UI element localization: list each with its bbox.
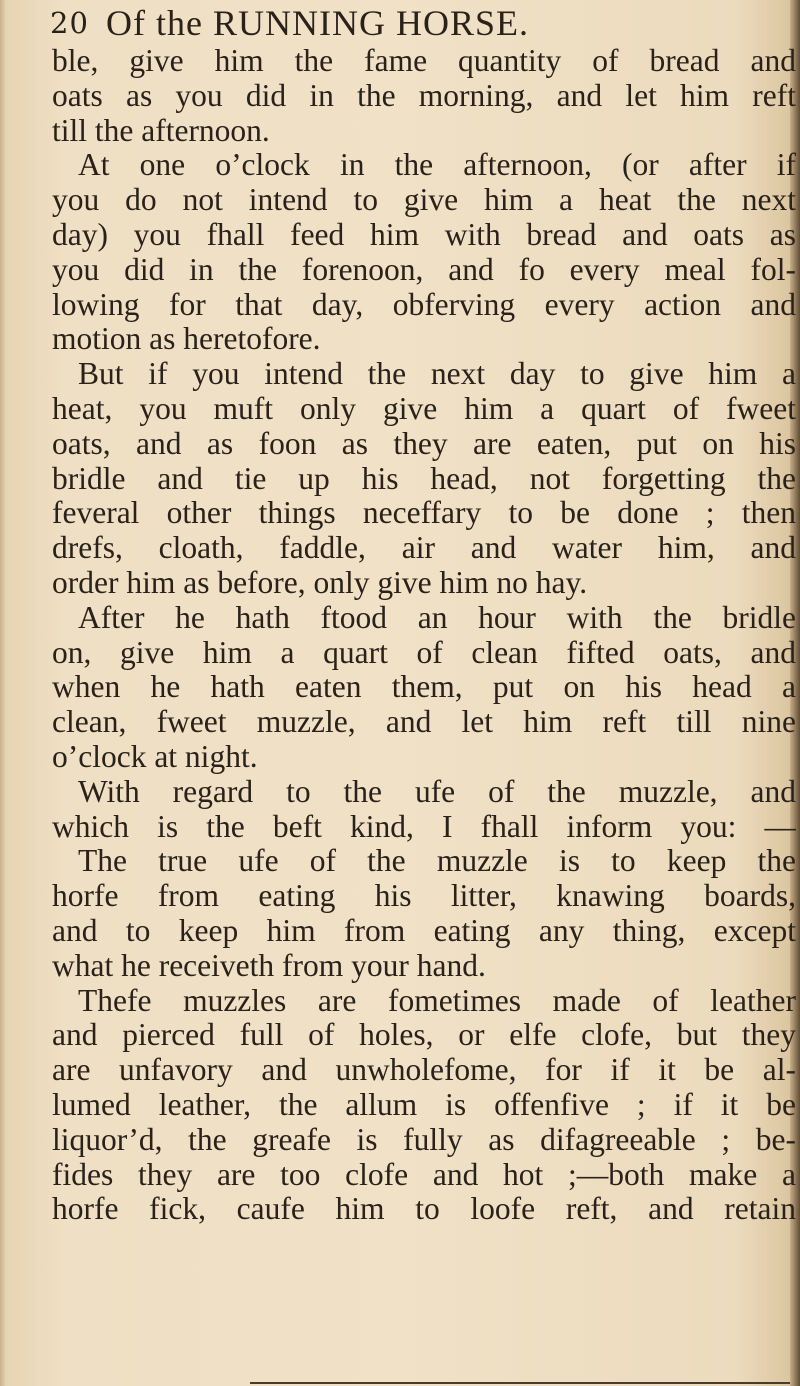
text-line: With regard to the ufe of the muzzle, and xyxy=(78,774,796,809)
body-text xyxy=(52,44,796,1227)
text-line: horfe from eating his litter, knawing boards, xyxy=(52,879,796,914)
text-line: oats, and as foon as they are eaten, put on his xyxy=(52,426,796,461)
text-line: The true ufe of the muzzle is to keep the xyxy=(78,844,796,879)
text-line: motion as heretofore. xyxy=(52,322,321,357)
text-line: you did in the forenoon, and fo every meal fol- xyxy=(52,252,796,287)
text-line: lumed leather, the allum is offenfive ; if it be xyxy=(52,1087,796,1122)
text-line: you do not intend to give him a heat the next xyxy=(52,183,796,218)
text-line: horfe fick, caufe him to loofe reft, and retain xyxy=(52,1192,796,1227)
text-line: oats as you did in the morning, and let him reft xyxy=(52,78,796,113)
text-line: At one o’clock in the afternoon, (or after if xyxy=(78,148,796,183)
text-line: o’clock at night. xyxy=(52,739,258,774)
text-line: drefs, cloath, faddle, air and water him, and xyxy=(52,531,796,566)
text-line: day) you fhall feed him with bread and oats as xyxy=(52,217,796,252)
text-line: and pierced full of holes, or elfe clofe, but they xyxy=(52,1018,796,1053)
text-line: what he receiveth from your hand. xyxy=(52,948,486,983)
text-line: lowing for that day, obferving every action and xyxy=(52,287,796,322)
running-head: Of the RUNNING HORSE. xyxy=(106,3,529,43)
page-bottom-edge xyxy=(250,1382,790,1384)
text-line: feveral other things neceffary to be done ; then xyxy=(52,496,796,531)
text-line: bridle and tie up his head, not forgetting the xyxy=(52,461,796,496)
text-line: heat, you muft only give him a quart of fweet xyxy=(52,391,796,426)
page-number: 20 xyxy=(50,6,89,40)
text-line: and to keep him from eating any thing, except xyxy=(52,913,796,948)
text-line: are unfavory and unwholefome, for if it be al- xyxy=(52,1053,796,1088)
text-line: Thefe muzzles are fometimes made of leather xyxy=(78,983,796,1018)
text-line: fides they are too clofe and hot ;—both make a xyxy=(52,1157,796,1192)
text-line: But if you intend the next day to give him a xyxy=(78,357,796,392)
text-line: ble, give him the fame quantity of bread and xyxy=(52,44,796,78)
text-line: when he hath eaten them, put on his head a xyxy=(52,670,796,705)
page-header xyxy=(50,2,786,44)
text-line: After he hath ftood an hour with the bridle xyxy=(78,600,796,635)
page-left-edge xyxy=(0,0,6,1386)
text-line: order him as before, only give him no hay. xyxy=(52,565,588,600)
text-line: clean, fweet muzzle, and let him reft till nine xyxy=(52,705,796,740)
text-line: on, give him a quart of clean fifted oats, and xyxy=(52,635,796,670)
text-line: liquor’d, the greafe is fully as difagreeable ; be- xyxy=(52,1122,796,1157)
text-line: which is the beft kind, I fhall inform you: — xyxy=(52,809,796,844)
text-line: till the afternoon. xyxy=(52,113,270,148)
